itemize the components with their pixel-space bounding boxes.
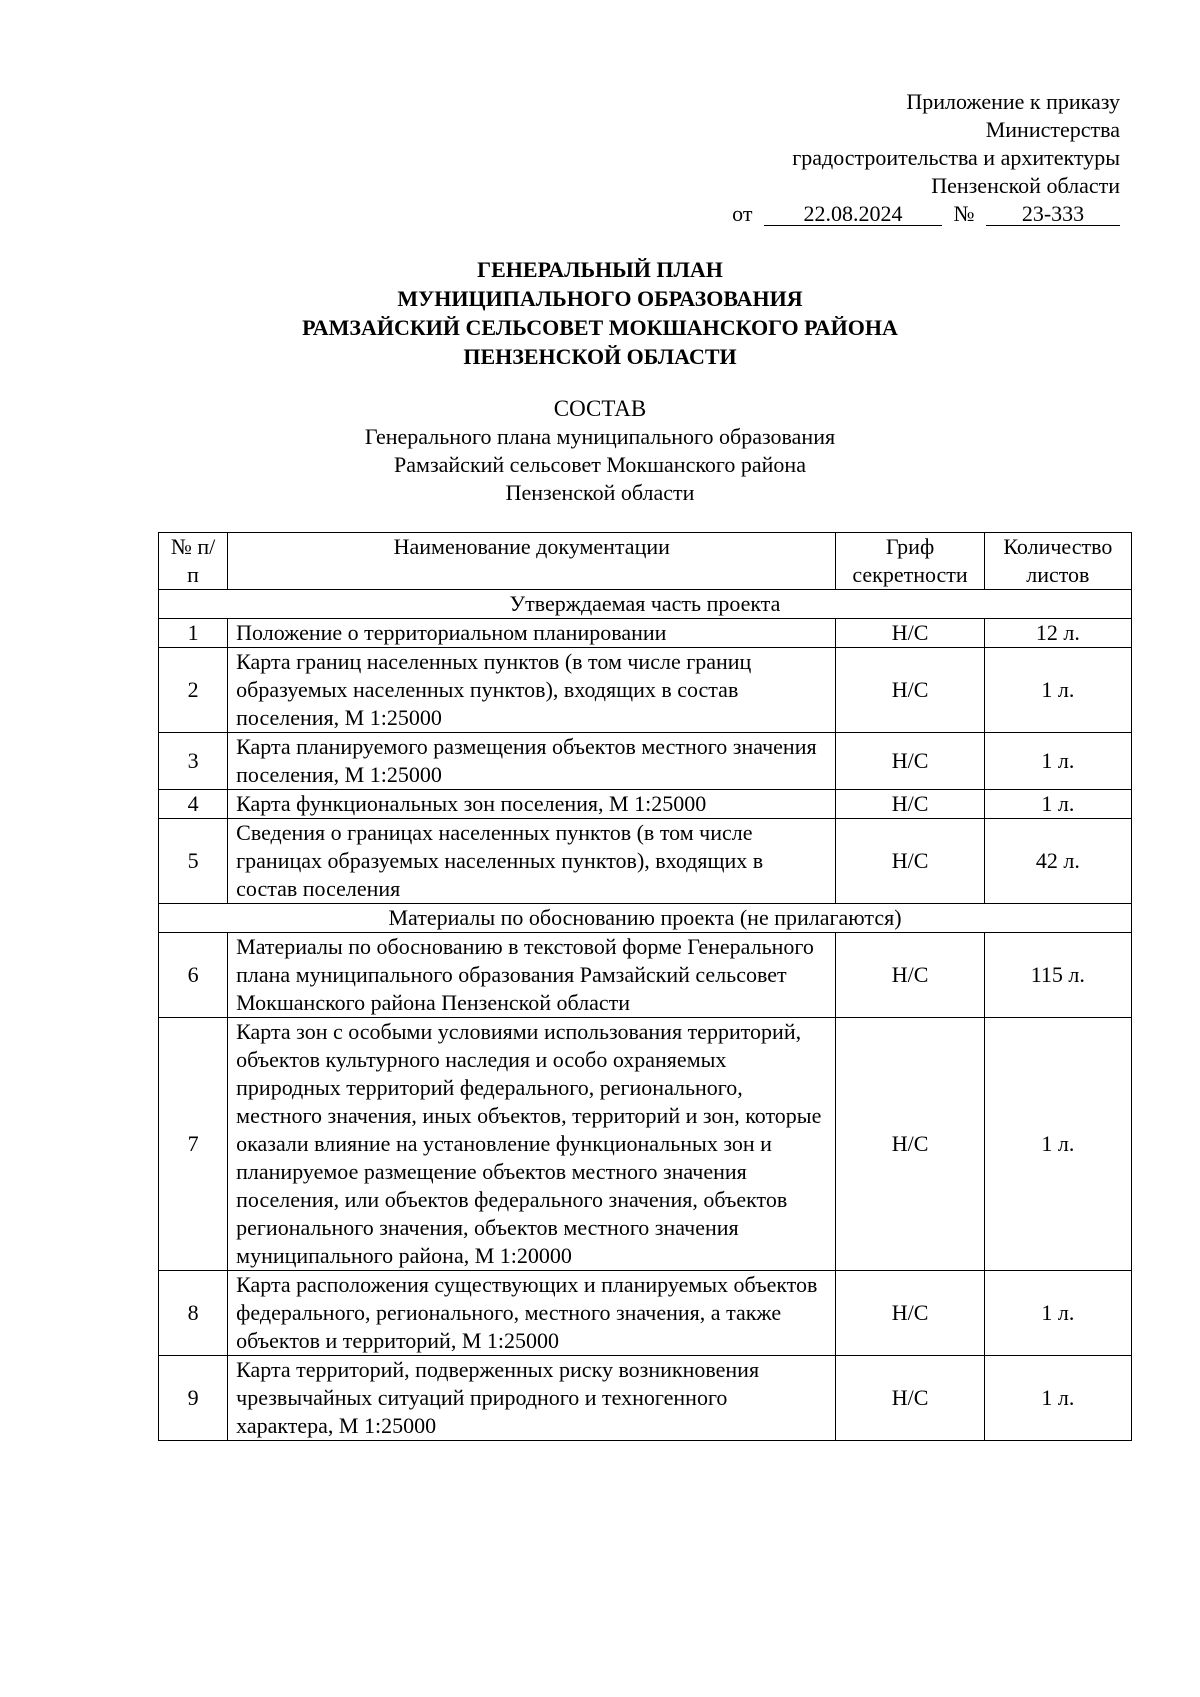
row-num: 3	[159, 733, 228, 790]
row-qty: 12 л.	[984, 619, 1131, 648]
table-row	[159, 933, 1132, 1018]
row-grif: Н/С	[836, 619, 984, 648]
section-row	[159, 590, 1132, 619]
row-qty: 1 л.	[984, 1018, 1131, 1271]
row-num: 8	[159, 1271, 228, 1356]
row-grif: Н/С	[836, 1018, 984, 1271]
header-name: Наименование документации	[228, 533, 836, 590]
row-num: 1	[159, 619, 228, 648]
row-name: Карта расположения существующих и планируемых объектов федерального, регионального, местного значения, а также объектов и территорий, М 1:25000	[228, 1271, 836, 1356]
row-name: Сведения о границах населенных пунктов (в том числе границах образуемых населенных пунктов), входящих в состав поселения	[228, 819, 836, 904]
row-name: Материалы по обоснованию в текстовой форме Генерального плана муниципального образования Рамзайский сельсовет Мокшанского района Пензенской области	[228, 933, 836, 1018]
row-num: 6	[159, 933, 228, 1018]
composition-line: Генерального плана муниципального образования	[364, 424, 836, 449]
composition-heading	[0, 395, 1200, 507]
appendix-line: градостроительства и архитектуры	[792, 145, 1120, 170]
row-qty: 1 л.	[984, 733, 1131, 790]
row-grif: Н/С	[836, 1356, 984, 1441]
row-qty: 1 л.	[984, 1356, 1131, 1441]
table-row	[159, 1018, 1132, 1271]
order-number: 23-333	[986, 203, 1120, 226]
row-name: Карта планируемого размещения объектов местного значения поселения, М 1:25000	[228, 733, 836, 790]
table-row	[159, 819, 1132, 904]
row-num: 5	[159, 819, 228, 904]
row-qty: 1 л.	[984, 1271, 1131, 1356]
table-row	[159, 790, 1132, 819]
table-row	[159, 619, 1132, 648]
appendix-line: Министерства	[985, 117, 1120, 142]
row-name: Карта границ населенных пунктов (в том числе границ образуемых населенных пунктов), входящих в состав поселения, М 1:25000	[228, 648, 836, 733]
row-grif: Н/С	[836, 648, 984, 733]
composition-title: СОСТАВ	[553, 396, 647, 421]
section-row	[159, 904, 1132, 933]
table-row	[159, 1271, 1132, 1356]
appendix-line: Пензенской области	[931, 173, 1120, 198]
row-num: 9	[159, 1356, 228, 1441]
title-line: ПЕНЗЕНСКОЙ ОБЛАСТИ	[463, 344, 737, 369]
appendix-header	[520, 88, 1120, 228]
title-line: МУНИЦИПАЛЬНОГО ОБРАЗОВАНИЯ	[397, 286, 803, 311]
section-title: Утверждаемая часть проекта	[159, 590, 1132, 619]
document-title	[0, 255, 1200, 371]
row-name: Положение о территориальном планировании	[228, 619, 836, 648]
table-row	[159, 1356, 1132, 1441]
row-grif: Н/С	[836, 933, 984, 1018]
row-qty: 115 л.	[984, 933, 1131, 1018]
row-name: Карта территорий, подверженных риску возникновения чрезвычайных ситуаций природного и техногенного характера, М 1:25000	[228, 1356, 836, 1441]
from-label: от	[732, 201, 753, 226]
composition-line: Пензенской области	[505, 480, 695, 505]
header-grif: Гриф секретности	[836, 533, 984, 590]
row-qty: 42 л.	[984, 819, 1131, 904]
row-grif: Н/С	[836, 733, 984, 790]
row-name: Карта зон с особыми условиями использования территорий, объектов культурного наследия и особо охраняемых природных территорий федерального, регионального, местного значения, иных объектов, территорий и зон, которые оказали влияние на установление функциональных зон и планируемое размещение объектов местного значения поселения, или объектов федерального значения, объектов регионального значения, объектов местного значения муниципального района, М 1:20000	[228, 1018, 836, 1271]
title-line: ГЕНЕРАЛЬНЫЙ ПЛАН	[477, 257, 723, 282]
table-row	[159, 733, 1132, 790]
title-line: РАМЗАЙСКИЙ СЕЛЬСОВЕТ МОКШАНСКОГО РАЙОНА	[302, 315, 898, 340]
row-num: 7	[159, 1018, 228, 1271]
order-reference	[520, 200, 1120, 228]
table-row	[159, 648, 1132, 733]
header-qty: Количество листов	[984, 533, 1131, 590]
row-num: 2	[159, 648, 228, 733]
row-qty: 1 л.	[984, 648, 1131, 733]
header-num: № п/п	[159, 533, 228, 590]
section-title: Материалы по обоснованию проекта (не прилагаются)	[159, 904, 1132, 933]
row-name: Карта функциональных зон поселения, М 1:25000	[228, 790, 836, 819]
row-grif: Н/С	[836, 1271, 984, 1356]
number-label: №	[953, 201, 975, 226]
row-num: 4	[159, 790, 228, 819]
composition-line: Рамзайский сельсовет Мокшанского района	[394, 452, 806, 477]
table-header-row	[159, 533, 1132, 590]
row-grif: Н/С	[836, 790, 984, 819]
order-date: 22.08.2024	[764, 203, 942, 226]
documents-table	[158, 532, 1132, 1441]
appendix-line: Приложение к приказу	[906, 89, 1120, 114]
row-grif: Н/С	[836, 819, 984, 904]
row-qty: 1 л.	[984, 790, 1131, 819]
